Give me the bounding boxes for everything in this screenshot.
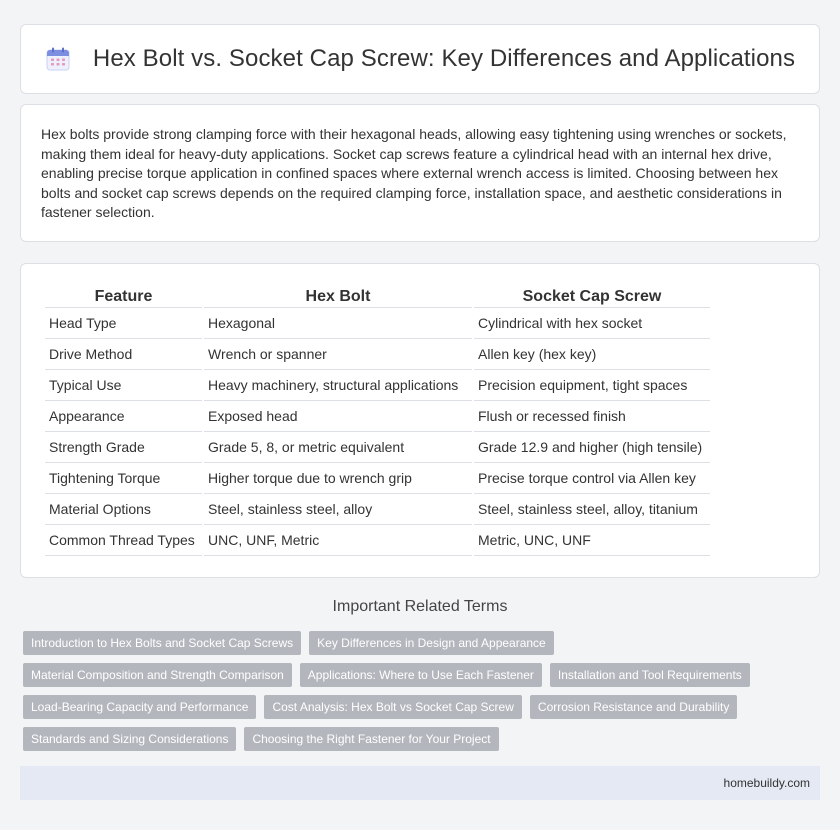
table-cell: Wrench or spanner xyxy=(204,339,472,370)
table-cell: Allen key (hex key) xyxy=(474,339,710,370)
table-cell: Exposed head xyxy=(204,401,472,432)
table-row xyxy=(45,401,710,432)
related-term-link[interactable]: Material Composition and Strength Comparison xyxy=(23,663,292,687)
footer-site-link[interactable]: homebuildy.com xyxy=(723,776,810,790)
related-term-link[interactable]: Corrosion Resistance and Durability xyxy=(530,695,737,719)
table-cell: Common Thread Types xyxy=(45,525,202,556)
table-cell: Hexagonal xyxy=(204,308,472,339)
intro-card xyxy=(20,104,820,242)
tag-row xyxy=(23,695,823,719)
table-cell: Steel, stainless steel, alloy xyxy=(204,494,472,525)
header-card xyxy=(20,24,820,94)
table-cell: Grade 12.9 and higher (high tensile) xyxy=(474,432,710,463)
related-term-link[interactable]: Cost Analysis: Hex Bolt vs Socket Cap Screw xyxy=(264,695,521,719)
related-term-link[interactable]: Standards and Sizing Considerations xyxy=(23,727,236,751)
table-cell: Appearance xyxy=(45,401,202,432)
table-cell: Metric, UNC, UNF xyxy=(474,525,710,556)
table-cell: Material Options xyxy=(45,494,202,525)
related-term-link[interactable]: Introduction to Hex Bolts and Socket Cap Screws xyxy=(23,631,301,655)
related-term-link[interactable]: Key Differences in Design and Appearance xyxy=(309,631,554,655)
table-cell: Head Type xyxy=(45,308,202,339)
table-cell: UNC, UNF, Metric xyxy=(204,525,472,556)
table-row xyxy=(45,463,710,494)
footer xyxy=(20,766,820,800)
table-header-row xyxy=(45,286,710,308)
table-cell: Grade 5, 8, or metric equivalent xyxy=(204,432,472,463)
column-header-socket-cap-screw: Socket Cap Screw xyxy=(474,286,710,308)
tag-row xyxy=(23,663,823,687)
table-cell: Tightening Torque xyxy=(45,463,202,494)
related-term-link[interactable]: Applications: Where to Use Each Fastener xyxy=(300,663,542,687)
related-term-link[interactable]: Installation and Tool Requirements xyxy=(550,663,750,687)
tag-row xyxy=(23,631,823,655)
table-cell: Drive Method xyxy=(45,339,202,370)
table-row xyxy=(45,339,710,370)
table-cell: Strength Grade xyxy=(45,432,202,463)
comparison-table xyxy=(43,286,712,556)
table-cell: Cylindrical with hex socket xyxy=(474,308,710,339)
related-terms-title: Important Related Terms xyxy=(332,598,508,615)
table-row xyxy=(45,494,710,525)
related-terms-list xyxy=(23,631,823,759)
table-row xyxy=(45,308,710,339)
table-row xyxy=(45,432,710,463)
table-cell: Typical Use xyxy=(45,370,202,401)
table-cell: Higher torque due to wrench grip xyxy=(204,463,472,494)
intro-text: Hex bolts provide strong clamping force with their hexagonal heads, allowing easy tightening using wrenches or sockets, making them ideal for heavy-duty applications. Socket cap screws feature a cylindrical head with an internal hex drive, enabling precise torque application in confined spaces where external wrench access is limited. Choosing between hex bolts and socket cap screws depends on the required clamping force, installation space, and aesthetic considerations in fastener selection. xyxy=(41,126,787,220)
related-term-link[interactable]: Load-Bearing Capacity and Performance xyxy=(23,695,256,719)
comparison-table-card xyxy=(20,263,820,578)
table-cell: Precision equipment, tight spaces xyxy=(474,370,710,401)
table-row xyxy=(45,525,710,556)
tag-row xyxy=(23,727,823,751)
table-cell: Steel, stainless steel, alloy, titanium xyxy=(474,494,710,525)
related-term-link[interactable]: Choosing the Right Fastener for Your Project xyxy=(244,727,498,751)
table-cell: Heavy machinery, structural applications xyxy=(204,370,472,401)
column-header-hex-bolt: Hex Bolt xyxy=(204,286,472,308)
calendar-icon xyxy=(45,46,71,72)
table-row xyxy=(45,370,710,401)
column-header-feature: Feature xyxy=(45,286,202,308)
table-cell: Flush or recessed finish xyxy=(474,401,710,432)
page-title: Hex Bolt vs. Socket Cap Screw: Key Differences and Applications xyxy=(92,45,796,72)
table-cell: Precise torque control via Allen key xyxy=(474,463,710,494)
